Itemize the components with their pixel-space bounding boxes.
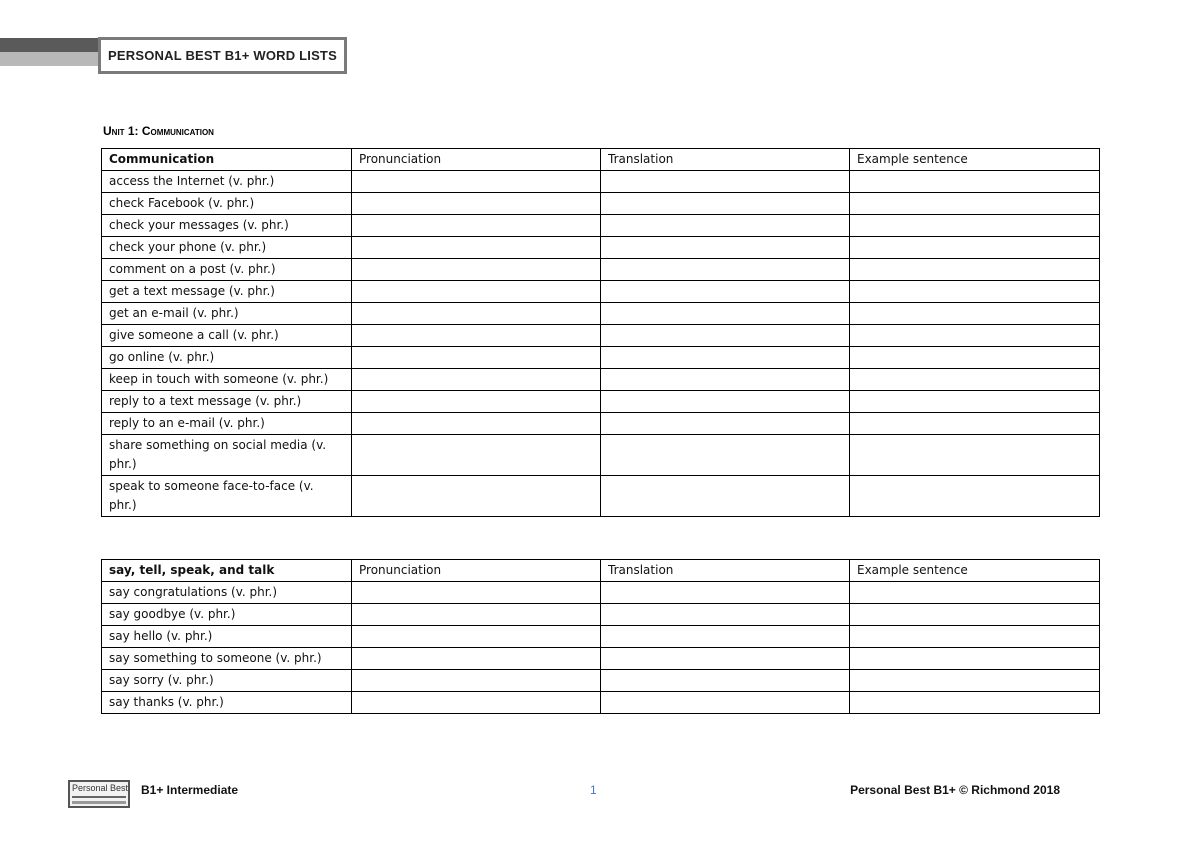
word-cell: reply to a text message (v. phr.) — [102, 391, 352, 413]
example-sentence-cell[interactable] — [850, 325, 1100, 347]
footer-level: B1+ Intermediate — [141, 783, 239, 797]
translation-cell[interactable] — [601, 215, 850, 237]
word-cell: keep in touch with someone (v. phr.) — [102, 369, 352, 391]
translation-cell[interactable] — [601, 582, 850, 604]
word-cell: say goodbye (v. phr.) — [102, 604, 352, 626]
pronunciation-cell[interactable] — [352, 604, 601, 626]
logo-line — [72, 801, 126, 804]
pronunciation-cell[interactable] — [352, 391, 601, 413]
pronunciation-cell[interactable] — [352, 171, 601, 193]
table-row — [102, 413, 1100, 435]
example-sentence-cell[interactable] — [850, 347, 1100, 369]
translation-cell[interactable] — [601, 325, 850, 347]
word-cell: give someone a call (v. phr.) — [102, 325, 352, 347]
footer-copyright: Personal Best B1+ © Richmond 2018 — [850, 783, 1060, 797]
table-row — [102, 303, 1100, 325]
word-cell: go online (v. phr.) — [102, 347, 352, 369]
pronunciation-cell[interactable] — [352, 281, 601, 303]
example-sentence-cell[interactable] — [850, 626, 1100, 648]
pronunciation-cell[interactable] — [352, 369, 601, 391]
example-sentence-cell[interactable] — [850, 648, 1100, 670]
column-header: Translation — [601, 149, 850, 171]
example-sentence-cell[interactable] — [850, 237, 1100, 259]
example-sentence-cell[interactable] — [850, 692, 1100, 714]
page-number: 1 — [590, 783, 597, 797]
translation-cell[interactable] — [601, 604, 850, 626]
example-sentence-cell[interactable] — [850, 303, 1100, 325]
table-row — [102, 670, 1100, 692]
example-sentence-cell[interactable] — [850, 391, 1100, 413]
translation-cell[interactable] — [601, 303, 850, 325]
word-cell: reply to an e-mail (v. phr.) — [102, 413, 352, 435]
word-cell: say sorry (v. phr.) — [102, 670, 352, 692]
word-cell: say thanks (v. phr.) — [102, 692, 352, 714]
unit-title: Unit 1: Communication — [103, 124, 214, 138]
column-header: Example sentence — [850, 149, 1100, 171]
logo-text: Personal Best — [72, 783, 129, 793]
word-table-communication — [101, 148, 1100, 517]
translation-cell[interactable] — [601, 648, 850, 670]
example-sentence-cell[interactable] — [850, 582, 1100, 604]
translation-cell[interactable] — [601, 435, 850, 476]
translation-cell[interactable] — [601, 347, 850, 369]
word-cell: check your messages (v. phr.) — [102, 215, 352, 237]
table-row — [102, 391, 1100, 413]
table-header-row — [102, 560, 1100, 582]
translation-cell[interactable] — [601, 670, 850, 692]
table-row — [102, 215, 1100, 237]
column-header: Pronunciation — [352, 560, 601, 582]
example-sentence-cell[interactable] — [850, 281, 1100, 303]
pronunciation-cell[interactable] — [352, 476, 601, 517]
table-row — [102, 604, 1100, 626]
example-sentence-cell[interactable] — [850, 369, 1100, 391]
pronunciation-cell[interactable] — [352, 259, 601, 281]
example-sentence-cell[interactable] — [850, 604, 1100, 626]
translation-cell[interactable] — [601, 193, 850, 215]
table-row — [102, 237, 1100, 259]
example-sentence-cell[interactable] — [850, 670, 1100, 692]
table-header-row — [102, 149, 1100, 171]
column-header: Pronunciation — [352, 149, 601, 171]
pronunciation-cell[interactable] — [352, 215, 601, 237]
table-body — [102, 171, 1100, 517]
table-row — [102, 626, 1100, 648]
header-bar-dark — [0, 38, 100, 52]
logo-line — [72, 796, 126, 798]
word-cell: get a text message (v. phr.) — [102, 281, 352, 303]
pronunciation-cell[interactable] — [352, 347, 601, 369]
word-cell: say something to someone (v. phr.) — [102, 648, 352, 670]
column-header: Example sentence — [850, 560, 1100, 582]
pronunciation-cell[interactable] — [352, 626, 601, 648]
table-row — [102, 369, 1100, 391]
pronunciation-cell[interactable] — [352, 670, 601, 692]
word-cell: comment on a post (v. phr.) — [102, 259, 352, 281]
word-table-say-tell-speak-talk — [101, 559, 1100, 714]
pronunciation-cell[interactable] — [352, 325, 601, 347]
word-cell: get an e-mail (v. phr.) — [102, 303, 352, 325]
pronunciation-cell[interactable] — [352, 193, 601, 215]
example-sentence-cell[interactable] — [850, 476, 1100, 517]
word-cell: speak to someone face-to-face (v. phr.) — [102, 476, 352, 517]
table-row — [102, 193, 1100, 215]
pronunciation-cell[interactable] — [352, 303, 601, 325]
header-bar-light — [0, 52, 100, 66]
pronunciation-cell[interactable] — [352, 435, 601, 476]
table-row — [102, 325, 1100, 347]
table-row — [102, 259, 1100, 281]
translation-cell[interactable] — [601, 369, 850, 391]
translation-cell[interactable] — [601, 259, 850, 281]
translation-cell[interactable] — [601, 413, 850, 435]
word-cell: check your phone (v. phr.) — [102, 237, 352, 259]
column-header: Communication — [102, 149, 352, 171]
translation-cell[interactable] — [601, 476, 850, 517]
table-row — [102, 435, 1100, 476]
word-cell: say hello (v. phr.) — [102, 626, 352, 648]
translation-cell[interactable] — [601, 391, 850, 413]
table-row — [102, 582, 1100, 604]
example-sentence-cell[interactable] — [850, 171, 1100, 193]
column-header: Translation — [601, 560, 850, 582]
table-row — [102, 476, 1100, 517]
table-row — [102, 648, 1100, 670]
pronunciation-cell[interactable] — [352, 648, 601, 670]
translation-cell[interactable] — [601, 626, 850, 648]
table-row — [102, 171, 1100, 193]
table-body — [102, 582, 1100, 714]
table-row — [102, 347, 1100, 369]
translation-cell[interactable] — [601, 171, 850, 193]
column-header: say, tell, speak, and talk — [102, 560, 352, 582]
example-sentence-cell[interactable] — [850, 413, 1100, 435]
translation-cell[interactable] — [601, 237, 850, 259]
example-sentence-cell[interactable] — [850, 193, 1100, 215]
example-sentence-cell[interactable] — [850, 435, 1100, 476]
translation-cell[interactable] — [601, 692, 850, 714]
personal-best-logo — [68, 780, 130, 808]
table-row — [102, 692, 1100, 714]
word-cell: access the Internet (v. phr.) — [102, 171, 352, 193]
example-sentence-cell[interactable] — [850, 215, 1100, 237]
example-sentence-cell[interactable] — [850, 259, 1100, 281]
table-row — [102, 281, 1100, 303]
word-cell: say congratulations (v. phr.) — [102, 582, 352, 604]
pronunciation-cell[interactable] — [352, 237, 601, 259]
pronunciation-cell[interactable] — [352, 692, 601, 714]
translation-cell[interactable] — [601, 281, 850, 303]
document-title: PERSONAL BEST B1+ WORD LISTS — [98, 37, 347, 74]
pronunciation-cell[interactable] — [352, 413, 601, 435]
pronunciation-cell[interactable] — [352, 582, 601, 604]
word-cell: check Facebook (v. phr.) — [102, 193, 352, 215]
word-cell: share something on social media (v. phr.) — [102, 435, 352, 476]
